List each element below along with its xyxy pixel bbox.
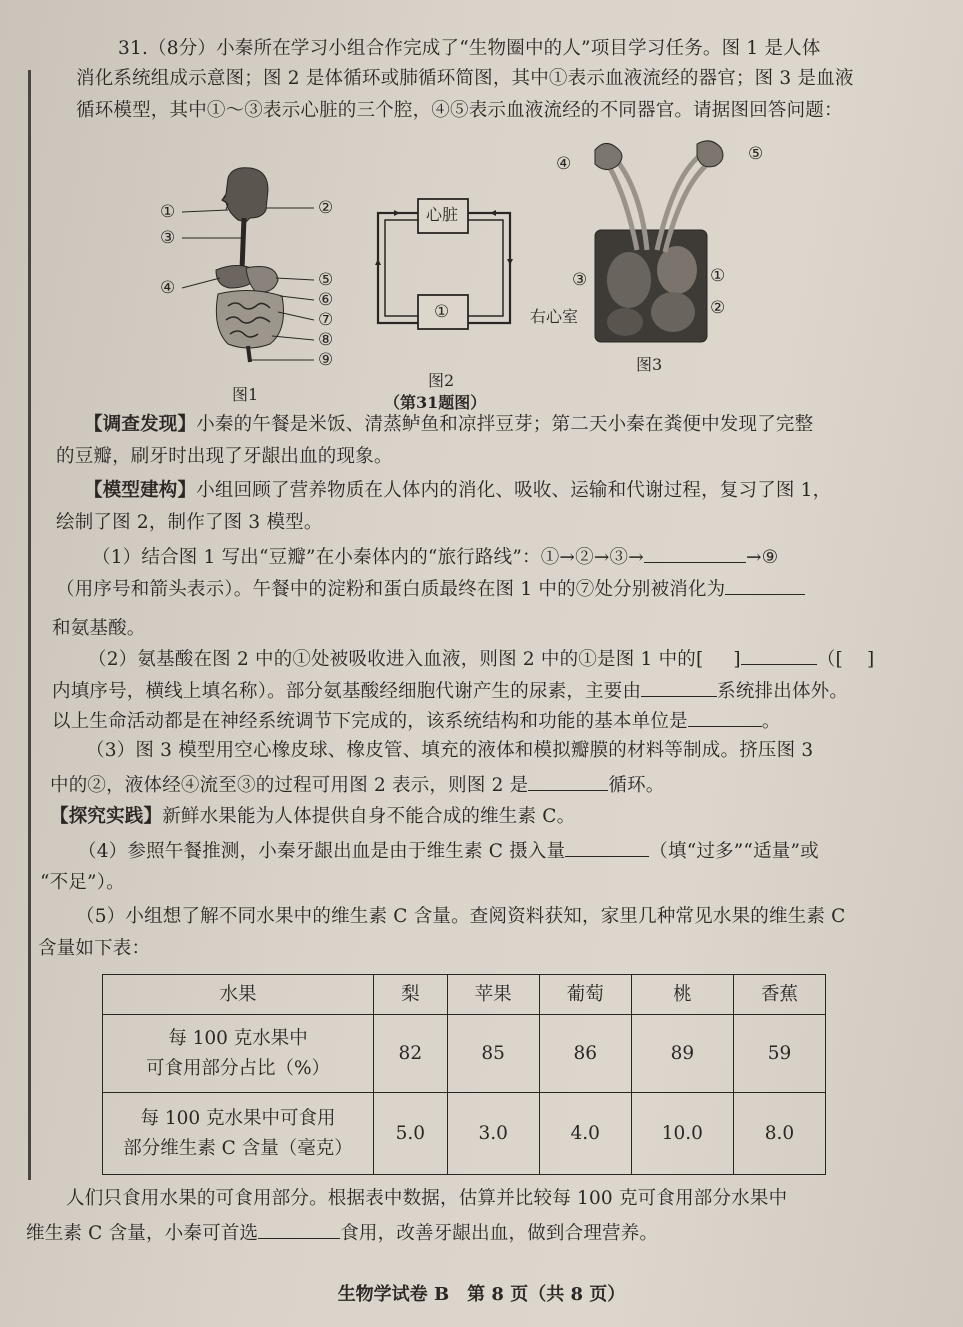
- q2-bracket-blank-2[interactable]: [843, 645, 867, 665]
- survey-tag: 【调查发现】: [84, 414, 197, 435]
- binding-margin-line: [28, 70, 31, 1180]
- table-cell: 3.0: [447, 1093, 539, 1175]
- fig3-right-ventricle-label: 右心室: [530, 307, 579, 326]
- fig2-heart-label: 心脏: [426, 205, 459, 224]
- q4-text-a: （4）参照午餐推测，小秦牙龈出血是由于维生素 C 摄入量: [78, 841, 566, 862]
- table-fruit: 葡萄: [539, 975, 631, 1015]
- q3-line-1: （3）图 3 模型用空心橡皮球、橡皮管、填充的液体和模拟瓣膜的材料等制成。挤压图 3: [86, 740, 814, 761]
- table-fruit: 桃: [631, 975, 733, 1015]
- table-cell: 5.0: [374, 1093, 448, 1175]
- table-cell: 10.0: [631, 1093, 733, 1175]
- survey-paragraph: [84, 412, 813, 437]
- q1-digest-blank[interactable]: [725, 574, 805, 595]
- fig3-label-5: ⑤: [748, 144, 764, 164]
- row2-label-line-2: 部分维生素 C 含量（毫克）: [123, 1137, 353, 1159]
- table-cell: 4.0: [539, 1093, 631, 1175]
- q2-name-blank[interactable]: [741, 644, 817, 665]
- table-row: [103, 1015, 826, 1093]
- model-tag: 【模型建构】: [84, 480, 197, 501]
- fig2-organ-label: ①: [434, 302, 450, 322]
- table-row: [103, 1093, 826, 1175]
- q3-circulation-blank[interactable]: [528, 770, 608, 791]
- vitamin-c-table: [102, 974, 826, 1175]
- table-row-label: [103, 1015, 374, 1093]
- table-cell: 8.0: [733, 1093, 825, 1175]
- page-footer: 生物学试卷 B 第 8 页（共 8 页）: [337, 1284, 626, 1305]
- table-fruit: 香蕉: [733, 975, 825, 1015]
- fig1-label-4: ④: [160, 278, 176, 298]
- table-cell: 82: [374, 1015, 448, 1093]
- fig3-label-4: ④: [556, 154, 572, 174]
- survey-line-1: 小秦的午餐是米饭、清蒸鲈鱼和凉拌豆芽；第二天小秦在粪便中发现了完整: [196, 414, 814, 435]
- intro-line-2: 消化系统组成示意图；图 2 是体循环或肺循环简图，其中①表示血液流经的器官；图 3 是血液: [76, 68, 854, 89]
- table-header-label: 水果: [103, 975, 374, 1015]
- figure-3-circulation-model: [585, 130, 735, 355]
- row1-label-line-2: 可食用部分占比（%）: [145, 1057, 331, 1079]
- q2-line-1: [88, 644, 874, 672]
- q2-system-blank[interactable]: [641, 676, 717, 697]
- fig2-caption: 图2: [428, 371, 455, 390]
- fig1-label-8: ⑧: [318, 330, 334, 350]
- fig1-label-9: ⑨: [318, 350, 334, 370]
- intro-line-1: 31.（8分）小秦所在学习小组合作完成了“生物圈中的人”项目学习任务。图 1 是人体: [118, 38, 821, 59]
- after-line-2: [26, 1218, 658, 1246]
- after-text-a: 维生素 C 含量，小秦可首选: [26, 1223, 259, 1244]
- table-cell: 86: [539, 1015, 631, 1093]
- table-fruit: 苹果: [447, 975, 539, 1015]
- table-cell: 85: [447, 1015, 539, 1093]
- q2-text-f: 系统排出体外。: [717, 681, 849, 702]
- fig3-label-1: ①: [710, 266, 726, 286]
- q2-bracket-blank-1[interactable]: [703, 645, 733, 665]
- fig1-caption: 图1: [232, 385, 259, 404]
- fig3-caption: 图3: [636, 355, 663, 374]
- table-cell: 89: [631, 1015, 733, 1093]
- explore-line-1: 新鲜水果能为人体提供自身不能合成的维生素 C。: [162, 806, 576, 827]
- q2-text-h: 。: [761, 711, 781, 732]
- table-row-label: [103, 1093, 374, 1175]
- q2-text-b: ]: [733, 649, 741, 670]
- q2-unit-blank[interactable]: [688, 706, 762, 727]
- fig1-label-2: ②: [318, 198, 334, 218]
- q1-text-a: （1）结合图 1 写出“豆瓣”在小秦体内的“旅行路线”：①→②→③→: [92, 547, 644, 568]
- q4-line-1: [78, 836, 819, 864]
- q5-line-2: 含量如下表：: [38, 938, 151, 959]
- q1-line-1: [92, 542, 778, 570]
- q2-line-2: [52, 676, 848, 704]
- q5-line-1: （5）小组想了解不同水果中的维生素 C 含量。查阅资料获知，家里几种常见水果的维生素 C: [76, 906, 846, 927]
- q1-text-c: （用序号和箭头表示）。午餐中的淀粉和蛋白质最终在图 1 中的⑦处分别被消化为: [56, 579, 726, 600]
- q1-text-b: →⑨: [745, 547, 779, 568]
- model-line-1: 小组回顾了营养物质在人体内的消化、吸收、运输和代谢过程，复习了图 1，: [196, 480, 832, 501]
- q3-text-b: 中的②，液体经④流至③的过程可用图 2 表示，则图 2 是: [50, 775, 529, 796]
- model-paragraph: [84, 478, 831, 503]
- table-cell: 59: [733, 1015, 825, 1093]
- q4-text-b: （填“过多”“适量”或: [649, 841, 819, 862]
- q1-line-3: 和氨基酸。: [52, 618, 146, 639]
- fig1-label-5: ⑤: [318, 270, 334, 290]
- q4-line-2: “不足”）。: [40, 872, 125, 893]
- figure-group-caption: （第31题图）: [384, 393, 487, 412]
- model-line-2: 绘制了图 2，制作了图 3 模型。: [56, 512, 323, 533]
- q1-line-2: [56, 574, 805, 602]
- explore-paragraph: [50, 804, 575, 829]
- explore-tag: 【探究实践】: [50, 806, 163, 827]
- q2-text-c: （[: [816, 649, 843, 670]
- fig3-label-3: ③: [572, 270, 588, 290]
- fig3-label-2: ②: [710, 298, 726, 318]
- table-header-row: [103, 975, 826, 1015]
- q4-intake-blank[interactable]: [565, 836, 649, 857]
- survey-line-2: 的豆瓣，刷牙时出现了牙龈出血的现象。: [56, 446, 393, 467]
- q3-text-c: 循环。: [608, 775, 665, 796]
- intro-line-3: 循环模型，其中①～③表示心脏的三个腔，④⑤表示血液流经的不同器官。请据图回答问题：: [76, 100, 843, 121]
- row2-label-line-1: 每 100 克水果中可食用: [140, 1107, 336, 1129]
- after-line-1: 人们只食用水果的可食用部分。根据表中数据，估算并比较每 100 克可食用部分水果中: [66, 1188, 788, 1209]
- q2-text-d: ]: [866, 649, 875, 670]
- q2-text-e: 内填序号，横线上填名称）。部分氨基酸经细胞代谢产生的尿素，主要由: [52, 681, 642, 702]
- q3-line-2: [50, 770, 664, 798]
- fig1-label-1: ①: [160, 202, 176, 222]
- fig1-label-6: ⑥: [318, 290, 334, 310]
- after-text-b: 食用，改善牙龈出血，做到合理营养。: [340, 1223, 659, 1244]
- row1-label-line-1: 每 100 克水果中: [168, 1027, 308, 1049]
- fig1-label-7: ⑦: [318, 310, 334, 330]
- q2-text-g: 以上生命活动都是在神经系统调节下完成的，该系统结构和功能的基本单位是: [52, 711, 688, 732]
- q1-route-blank[interactable]: [644, 542, 746, 563]
- q2-text-a: （2）氨基酸在图 2 中的①处被吸收进入血液，则图 2 中的①是图 1 中的[: [88, 649, 704, 670]
- q2-line-3: [52, 706, 781, 734]
- q5-fruit-blank[interactable]: [258, 1218, 340, 1239]
- table-fruit: 梨: [374, 975, 448, 1015]
- fig1-label-3: ③: [160, 228, 176, 248]
